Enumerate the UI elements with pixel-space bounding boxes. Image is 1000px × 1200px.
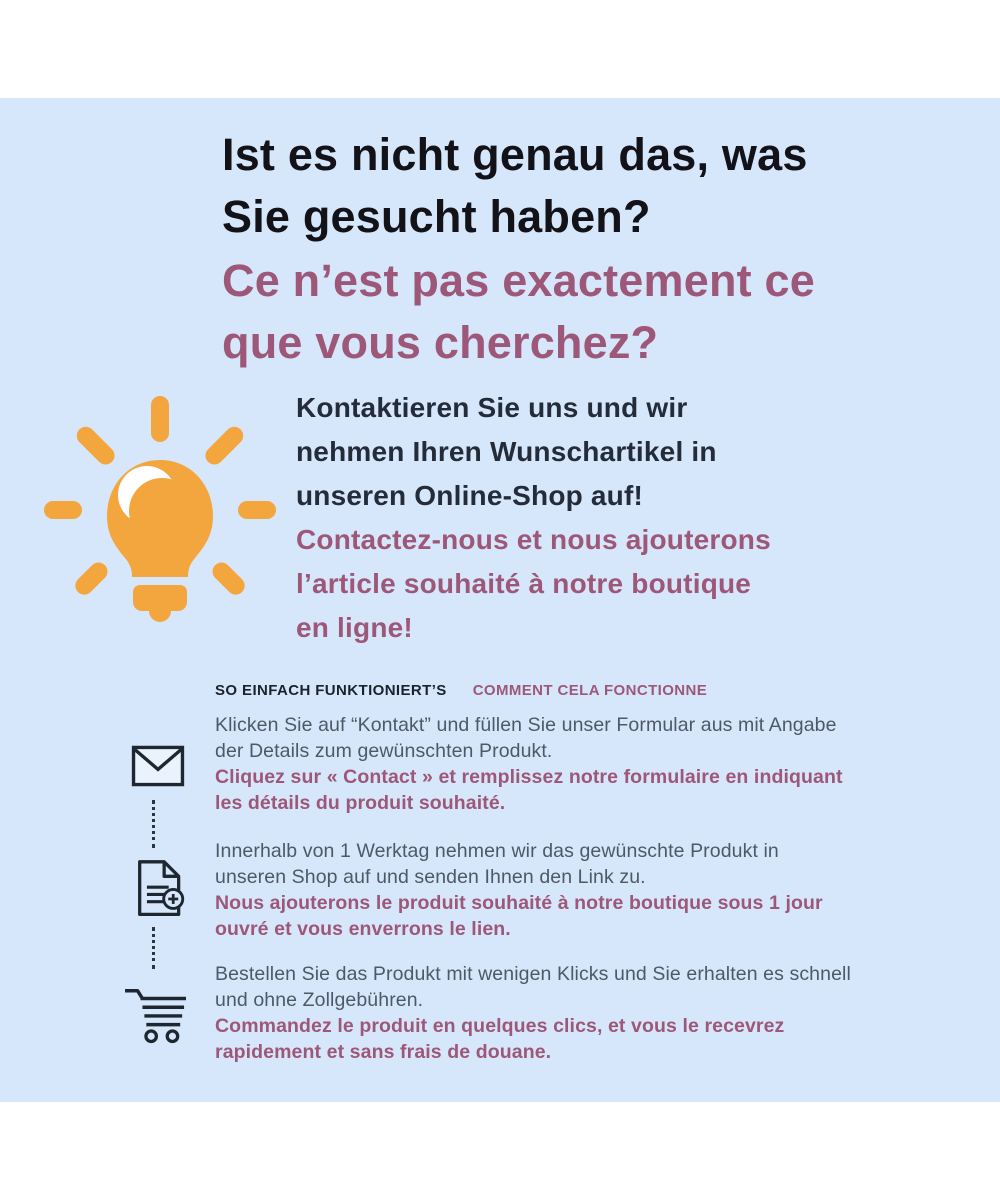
step-1-fr-line: Cliquez sur « Contact » et remplissez notre formulaire en indiquant [215,766,843,788]
cart-icon [121,984,191,1044]
intro-text-de [296,386,717,518]
intro-fr-line: Contactez-nous et nous ajouterons [296,524,771,555]
step-2-fr-line: ouvré et vous enverrons le lien. [215,918,511,940]
document-add-icon [127,858,185,920]
hero-title-fr-line: Ce n’est pas exactement ce [222,255,815,306]
step-3-fr-line: Commandez le produit en quelques clics, et vous le recevrez [215,1015,785,1037]
step-1-de-line: der Details zum gewünschten Produkt. [215,740,553,762]
hero-title-fr [222,250,815,374]
dotted-connector [152,927,155,969]
how-it-works-label-de: SO EINFACH FUNKTIONIERT’S [215,682,447,699]
hero-title-de-line: Sie gesucht haben? [222,191,651,242]
how-it-works-header [215,682,707,699]
step-3-de-line: und ohne Zollgebühren. [215,989,424,1011]
lightbulb-icon [40,390,280,630]
step-1-fr-line: les détails du produit souhaité. [215,792,506,814]
step-2-de-line: Innerhalb von 1 Werktag nehmen wir das gewünschte Produkt in [215,840,779,862]
step-2-text [215,838,823,942]
intro-fr-line: l’article souhaité à notre boutique [296,568,752,599]
hero-title-de [222,124,808,248]
intro-de-line: Kontaktieren Sie uns und wir [296,392,688,423]
step-3-fr-line: rapidement et sans frais de douane. [215,1041,552,1063]
how-it-works-label-fr: COMMENT CELA FONCTIONNE [472,682,708,699]
hero-title-fr-line: que vous cherchez? [222,317,659,368]
envelope-icon [131,744,185,788]
step-2-de-line: unseren Shop auf und senden Ihnen den Link zu. [215,866,646,888]
step-3-text [215,961,851,1065]
dotted-connector [152,800,155,848]
step-3-de-line: Bestellen Sie das Produkt mit wenigen Klicks und Sie erhalten es schnell [215,963,851,985]
step-2-fr-line: Nous ajouterons le produit souhaité à notre boutique sous 1 jour [215,892,823,914]
hero-title-de-line: Ist es nicht genau das, was [222,129,808,180]
intro-fr-line: en ligne! [296,612,413,643]
step-1-de-line: Klicken Sie auf “Kontakt” und füllen Sie unser Formular aus mit Angabe [215,714,837,736]
intro-text-fr [296,518,771,650]
step-1-text [215,712,843,816]
intro-de-line: unseren Online-Shop auf! [296,480,644,511]
intro-de-line: nehmen Ihren Wunschartikel in [296,436,717,467]
